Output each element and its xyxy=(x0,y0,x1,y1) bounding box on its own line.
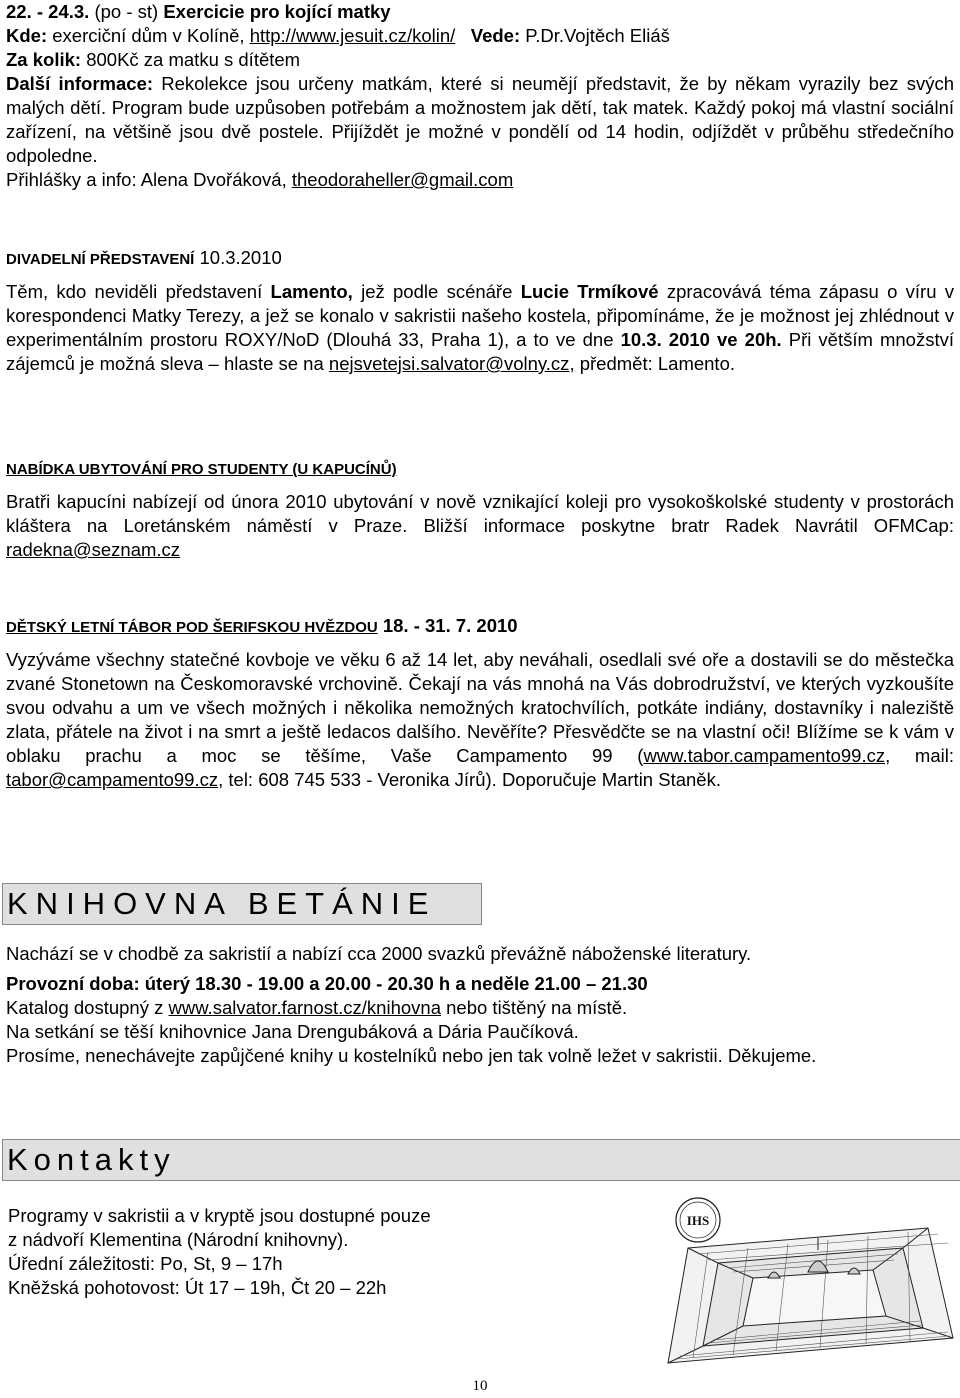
contacts-banner: Kontakty xyxy=(2,1139,960,1181)
exercise-heading: 22. - 24.3. (po - st) Exercicie pro kojící matky xyxy=(6,1,391,22)
housing-text: Bratři kapucíni nabízejí od února 2010 ubytování v nově vznikající koleji pro vysokoškolské studenty v prostorách kláštera na Loretánském náměstí v Praze. Bližší informace poskytne bratr Radek Navrátil OFMCap: radekna@seznam.cz xyxy=(6,491,954,560)
contacts-line1: Programy v sakristii a v kryptě jsou dostupné pouze xyxy=(8,1205,431,1226)
exercise-info: Další informace: Rekolekce jsou určeny matkám, které si neumějí představit, že by někam vyrazily bez svých malých dětí. Program bude uzpůsoben potřebám a možnostem jak dětí, tak matek. Každý pokoj má vlastní sociální zařízení, na většině jsou dvě postele. Přijíždět je možné v pondělí od 14 hodin, odjíždět v průběhu středečního odpoledne. xyxy=(6,73,955,166)
signup-email-link[interactable]: theodoraheller@gmail.com xyxy=(291,169,514,190)
catalog-link[interactable]: www.salvator.farnost.cz/knihovna xyxy=(168,997,441,1018)
ihs-seal-text: IHS xyxy=(686,1213,710,1228)
camp-text: Vyzýváme všechny statečné kovboje ve věku 6 až 14 let, aby neváhali, osedlali své oře a dostavili se do městečka zvané Stonetown na Českomoravské vrchovině. Čekají na vás mnohá na Vás dobrodružství, ve kterých vyzkoušíte svou odvahu a um ve všech možných i několika nemožných kratochvílích, potkáte indiány, dostavníky i naleziště zlata, přátele na život i na smrt a ještě ledacos dalšího. Nevěříte? Přesvědčte se na vlastní oči! Blížíme se k vám v oblaku prachu a moc se těšíme, Vaše Campamento 99 (www.tabor.campamento99.cz, mail: tabor@campamento99.cz, tel: 608 745 533 - Veronika Jírů). Doporučuje Martin Staněk. xyxy=(6,649,954,790)
camp-url-link[interactable]: www.tabor.campamento99.cz xyxy=(643,745,886,766)
theatre-section xyxy=(6,246,954,272)
theatre-heading: DIVADELNÍ PŘEDSTAVENÍ 10.3.2010 xyxy=(6,247,282,268)
housing-email-link[interactable]: radekna@seznam.cz xyxy=(6,539,181,560)
library-catalog: Katalog dostupný z www.salvator.farnost.cz/knihovna nebo tištěný na místě. xyxy=(6,997,628,1018)
library-intro: Nachází se v chodbě za sakristií a nabízí cca 2000 svazků převážně náboženské literatury. xyxy=(6,943,752,964)
housing-section xyxy=(6,456,954,482)
housing-heading: NABÍDKA UBYTOVÁNÍ PRO STUDENTY (U KAPUCÍNŮ) xyxy=(6,461,397,478)
monastery-emblem-illustration xyxy=(648,1188,958,1378)
exercise-url-link[interactable]: http://www.jesuit.cz/kolin/ xyxy=(249,25,456,46)
library-hours: Provozní doba: úterý 18.30 - 19.00 a 20.00 - 20.30 h a neděle 21.00 – 21.30 xyxy=(6,973,648,994)
camp-mail-link[interactable]: tabor@campamento99.cz xyxy=(6,769,219,790)
camp-section xyxy=(6,614,954,640)
exercise-where: Kde: exerciční dům v Kolíně, http://www.jesuit.cz/kolin/ Vede: P.Dr.Vojtěch Eliáš xyxy=(6,25,670,46)
camp-heading: DĚTSKÝ LETNÍ TÁBOR POD ŠERIFSKOU HVĚZDOU 18. - 31. 7. 2010 xyxy=(6,615,518,636)
exercise-price: Za kolik: 800Kč za matku s dítětem xyxy=(6,49,301,70)
contacts-line3: Úřední záležitosti: Po, St, 9 – 17h xyxy=(8,1253,283,1274)
contacts-section xyxy=(8,1204,630,1300)
exercise-signup: Přihlášky a info: Alena Dvořáková, theodoraheller@gmail.com xyxy=(6,169,514,190)
library-banner: KNIHOVNA BETÁNIE xyxy=(2,883,482,925)
library-librarians: Na setkání se těší knihovnice Jana Drengubáková a Dária Paučíková. xyxy=(6,1021,579,1042)
theatre-email-link[interactable]: nejsvetejsi.salvator@volny.cz xyxy=(328,353,570,374)
exercise-section xyxy=(6,0,954,192)
page-number: 10 xyxy=(472,1378,488,1394)
theatre-text: Těm, kdo neviděli představení Lamento, jež podle scénáře Lucie Trmíkové zpracovává téma zápasu o víru v korespondenci Matky Terezy, a jež se konalo v sakristii našeho kostela, připomínáme, že je možnost jej zhlédnout v experimentálním prostoru ROXY/NoD (Dlouhá 33, Praha 1), a to ve dne 10.3. 2010 ve 20h. Při větším množství zájemců je možná sleva – hlaste se na nejsvetejsi.salvator@volny.cz, předmět: Lamento. xyxy=(6,281,955,374)
library-request: Prosíme, nenechávejte zapůjčené knihy u kostelníků nebo jen tak volně ležet v sakristii. Děkujeme. xyxy=(6,1045,817,1066)
library-section xyxy=(6,942,954,1068)
contacts-line4: Kněžská pohotovost: Út 17 – 19h, Čt 20 – 22h xyxy=(8,1277,387,1298)
contacts-line2: z nádvoří Klementina (Národní knihovny). xyxy=(8,1229,349,1250)
